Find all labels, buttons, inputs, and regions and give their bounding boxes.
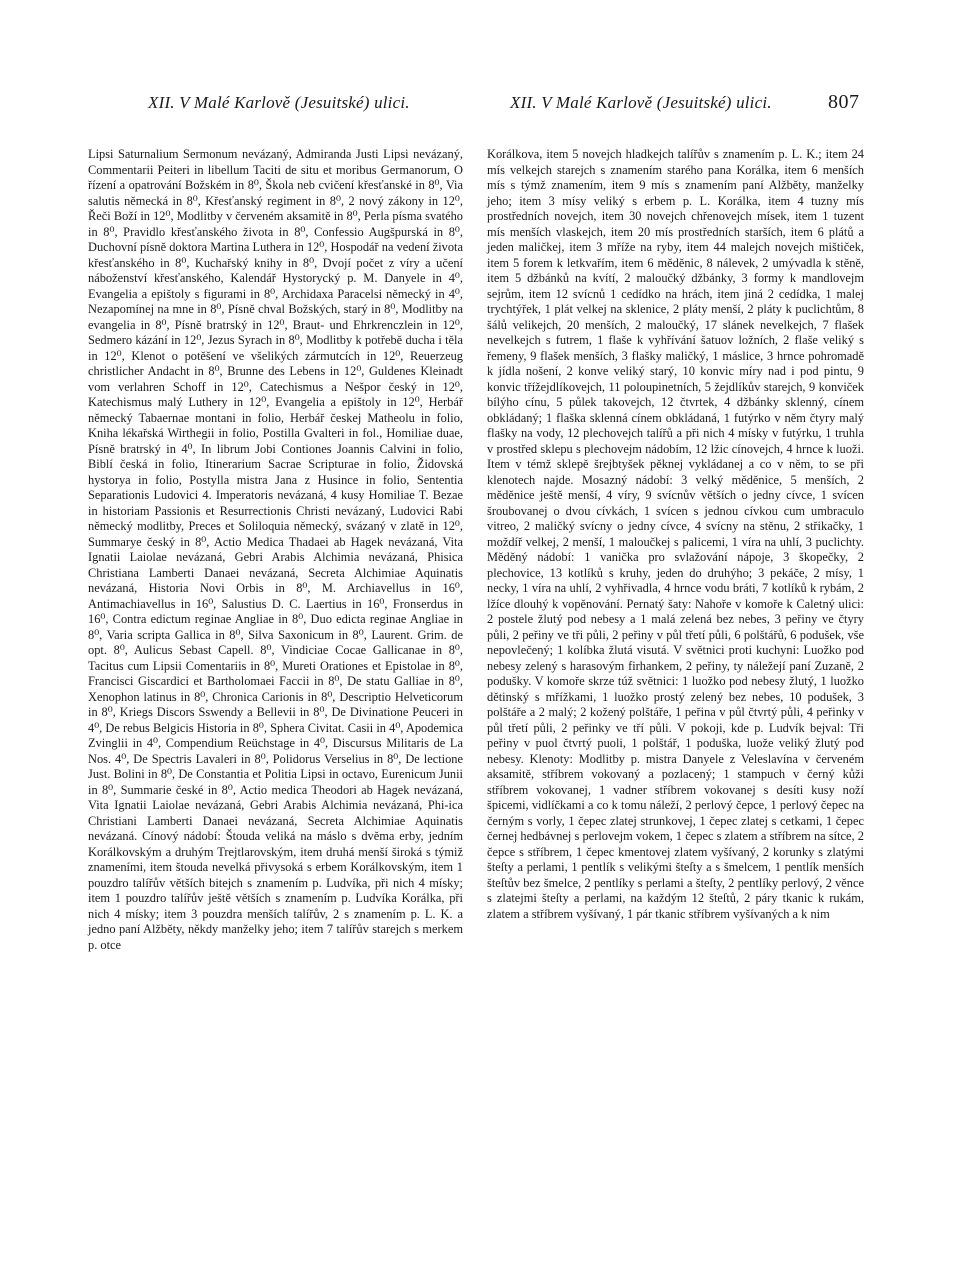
running-title-right: XII. V Malé Karlově (Jesuitské) ulici. (510, 93, 772, 112)
running-title-left: XII. V Malé Karlově (Jesuitské) ulici. (148, 93, 410, 112)
running-header (0, 93, 960, 117)
right-column-paragraph: Korálkova, item 5 novejch hladkejch talířův s znamením p. L. K.; item 24 mís velkejch starejch s znamením starého pana Korálka, item 6 menších mís s týmž znamením, item 9 mís s znamením paní Alžběty, manželky jeho; item 3 mísy veliký s erbem p. L. Korálka, item 4 tuzny mís prostředních novejch, item 30 novejch chřenovejch mísek, item 1 tuzent mís menších vlaskejch, item 20 mís prostředních starších, item 6 plátů a jeden maličkej, item 3 mříže na ryby, item 44 malejch novejch mištiček, item 5 forem k letkvařím, item 6 měděnic, 8 nálevek, 2 umývadla k stěně, item 5 džbánků na kvítí, 2 maloučký džbánky, 3 formy k mandlovejm sejrům, item 12 svícnů 1 cedídko na hrách, item jiná 2 cedídka, 1 malej trychtýřek, 1 plát velkej na sklenice, 2 pláty menší, 2 pláty k puclichtům, 8 šálů velikejch, 20 menších, 2 maloučký, 17 slánek nevelkejch, 7 flašek nevelkejch s futrem, 1 flaše k vyhřívání šatuov ložních, 2 flaše veliký s řemeny, 9 flašek menších, 3 flašky maličký, 1 máslice, 3 hrnce pohromadě k jídla nošení, 2 konve veliký starý, 10 konvic míry nad i pod pintu, 9 konvic třížejdlíkovejch, 11 poloupinetních, 5 žejdlíkův starejch, 9 konviček bílýho cínu, 5 půlek takovejch, 12 čtvrtek, 4 džbánky sklenný, cínem obkládaný; 1 flaška sklenná cínem obkládaná, 1 futýrko v něm čtyry malý flašky na vody, 12 plechovejch talířů a při nich 4 mísky v futýrku, 1 truhla v prostřed sklepu s plechovejm nádobím, 12 lžic cínovejch, 4 hrnce k luoži. Item v témž sklepě šrejbtyšek pěknej vykládanej a co v něm, to se při klenotech najde. Mosazný nádobí: 3 velký měděnice, 5 menších, 2 měděnice ještě menší, 4 víry, 9 svícnův větších o jedny cívce, 1 svícen šroubovanej o dvou cívkách, 1 svícen s jednou cívkou cum umbraculo vitreo, 2 maličký svícny o jedny cívce, 4 svícny na stěnu, 2 střikačky, 1 moždíř velkej, 2 menší, 1 maloučkej s palicemi, 1 víra na uhlí, 3 puclichty. Měděný nádobí: 1 vanička pro svlažování nápoje, 3 škopečky, 2 plechovice, 13 kotlíků s kruhy, jeden do druhýho; 3 pekáče, 2 mísy, 1 necky, 1 víra na uhlí, 2 vyhřivadla, 4 hrnce vodu bráti, 7 kotlíků k rybám, 2 lžíce dlouhý k vopěnování. Pernatý šaty: Nahoře v komoře k Caletný ulici: 2 postele žlutý pod nebesy a 1 malá zelená bez nebes, 3 peřiny ve čtyry půli, 2 peřiny ve tři půli, 2 peřiny v půl třetí půli, 6 polštářů, 6 podušek, vše nepovlečený; 1 kolíbka žlutá visutá. V světnici proti kuchyni: Luožko pod nebesy zelený s harasovým firhankem, 2 peřiny, ty náležejí paní Zuzaně, 2 podušky. V komoře skrze túž světnici: 1 luožko pod nebesy žlutý, 1 luožko dětinský s mřížkami, 1 luožko prostý zelený bez nebes, 10 podušek, 3 polštáře a 2 malý; 2 kožený polštáře, 1 peřina v půl čtvrtý půli, 4 peřinky v půl třetí půli, 2 peřinky ve tří půli. V pokoji, kde p. Ludvík bejval: Tři peřiny v puol čtvrtý puoli, 1 polštář, 1 poduška, luože veliký žlutý pod nebesy. Klenoty: Modlitby p. mistra Danyele z Veleslavína v červeném aksamitě, stříbrem vokovaný a pozlacený; 1 stampuch v černý kůži stříbrem vokovanej, 1 vadner stříbrem vokovanej s desíti kusy noží špicemi, vidlíčkami a co k tomu náleží, 2 perlový čepce, 1 perlový čepec na černým s vorly, 1 čepec zlatej strunkovej, 1 čepec zlatej s cetkami, 1 čepec černej hedbávnej s perlovejm vokem, 1 čepec s zlatem a stříbrem na sítce, 2 čepce s stříbrem, 1 čepec kmentovej zlatem vyšívaný, 2 korunky s zlatými šteſty a perlami, 1 pentlík s velikými šteſty a s šmelcem, 1 pentlík menších šteſtův bez šmelce, 2 pentlíky s perlami a šteſty, 2 pentlíky perlový, 2 věnce s zlatejmi šteſty a perlami, na každým 12 šteſtů, 2 páry tkanic k rukám, zlatem a stříbrem vyšívaný, 1 pár tkanic stříbrem vyšívaných a k nim (487, 147, 864, 921)
text-column-left (88, 147, 463, 953)
page-number: 807 (828, 91, 860, 113)
text-column-right (487, 147, 864, 922)
left-column-paragraph: Lipsi Saturnalium Sermonum nevázaný, Admiranda Justi Lipsi nevázaný, Commentarii Peiteri in libellum Taciti de situ et moribus Germanorum, O řízení a opatrování Božském in 8⁰, Škola neb cvičení křesťanské in 8⁰, Via salutis německá in 8⁰, Křesťanský regiment in 8⁰, 2 nový zákony in 12⁰, Řeči Boží in 12⁰, Modlitby v červeném aksamitě in 8⁰, Perla písma svatého in 8⁰, Pravidlo křesťanského života in 8⁰, Confessio Augšpurská in 8⁰, Duchovní písně doktora Martina Luthera in 12⁰, Hospodář na vedení života křesťanského in 8⁰, Kuchařský knihy in 8⁰, Dvojí počet z víry a učení náboženství křesťanského, Kalendář Hystorycký p. M. Danyele in 4⁰, Evangelia a epištoly s figurami in 8⁰, Archidaxa Paracelsi německý in 4⁰, Nezapomínej na mne in 8⁰, Písně chval Božských, starý in 8⁰, Modlitby na evangelia in 8⁰, Písně bratrský in 12⁰, Braut- und Ehrkrenczlein in 12⁰, Sedmero kázání in 12⁰, Jezus Syrach in 8⁰, Modlitby k potřebě ducha i těla in 12⁰, Klenot o potěšení ve všelikých zármutcích in 12⁰, Reuerzeug christlicher Andacht in 8⁰, Brunne des Lebens in 12⁰, Guldenes Kleinadt vom verlahren Schoff in 12⁰, Catechismus a Nešpor český in 12⁰, Katechismus malý Luthery in 12⁰, Evangelia a epištoly in 12⁰, Herbář německý Tabaernae montani in folio, Herbář českej Matheolu in folio, Kniha lékařská Wirthegii in folio, Postilla Gvalteri in fol., Homiliae duae, Písně bratrský in 4⁰, In librum Jobi Contiones Joannis Calvini in folio, Biblí česká in folio, Itinerarium Sacrae Scripturae in folio, Židovská hystorya in folio, Postylla mistra Jana z Husince in folio, Sententia Separationis Ludovici 4. Imperatoris nevázaná, 4 kusy Homiliae T. Bezae in historiam Passionis et Resurrectionis Christi nevázaný, Ludovici Rabi německý modlitby, Preces et Soliloquia německý, svázaný v zlatě in 12⁰, Summarye český in 8⁰, Actio Medica Thadaei ab Hagek nevázaná, Vita Ignatii Laiolae nevázaná, Gebri Arabis Alchimia nevázaná, Phisica Christiana Lamberti Danaei nevázaná, Secreta Alchimiae Aquinatis nevázaná, Historia Novi Orbis in 8⁰, M. Archiavellus in 16⁰, Antimachiavellus in 16⁰, Salustius D. C. Laertius in 16⁰, Fronserdus in 16⁰, Contra edictum reginae Angliae in 8⁰, Duo edicta reginae Angliae in 8⁰, Varia scripta Gallica in 8⁰, Silva Saxonicum in 8⁰, Laurent. Grim. de opt. 8⁰, Aulicus Sebast Capell. 8⁰, Vindiciae Cocae Gallicanae in 8⁰, Tacitus cum Lipsii Comentariis in 8⁰, Mureti Orationes et Epistolae in 8⁰, Francisci Giscardici et Bartholomaei Faccii in 8⁰, De statu Galliae in 8⁰, Xenophon latinus in 8⁰, Chronica Carionis in 8⁰, Descriptio Helveticorum in 8⁰, Kriegs Discors Sswendy a Bellevii in 8⁰, De Divinatione Peuceri in 4⁰, De rebus Belgicis Historia in 8⁰, Sphera Civitat. Casii in 4⁰, Apodemica Zvinglii in 4⁰, Compendium Reüchstage in 4⁰, Discursus Militaris de La Nos. 4⁰, De Spectris Lavaleri in 8⁰, Polidorus Verselius in 8⁰, De lectione Just. Bolini in 8⁰, De Constantia et Politia Lipsi in octavo, Eurenicum Junii in 8⁰, Summarie české in 8⁰, Actio medica Theodori ab Hagek nevázaná, Vita Ignatii Laiolae nevázaná, Gebri Arabis Alchimia nevázaná, Phi-ica Christiani Lamberti Danaei nevázaná, Secreta Alchimiae Aquinatis nevázaná. Cínový nádobí: Štouda veliká na máslo s dvěma erby, jedním Korálkovským a druhým Trejtlarovským, item druhá menší široká s týmiž znameními, item štouda nevelká přivysoká s erbem Korálkovským, item 1 pouzdro talířův větších bitejch s znamením p. Ludvíka, při nich 4 mísky; item 1 pouzdro talířův ještě větších s znamením p. Ludvíka Korálka, při nich 4 mísky; item 3 pouzdra menších talířův, 2 s znamením p. L. K. a jedno paní Alžběty, někdy manželky jeho; item 7 talířův starejch s merkem p. otce (88, 147, 463, 952)
